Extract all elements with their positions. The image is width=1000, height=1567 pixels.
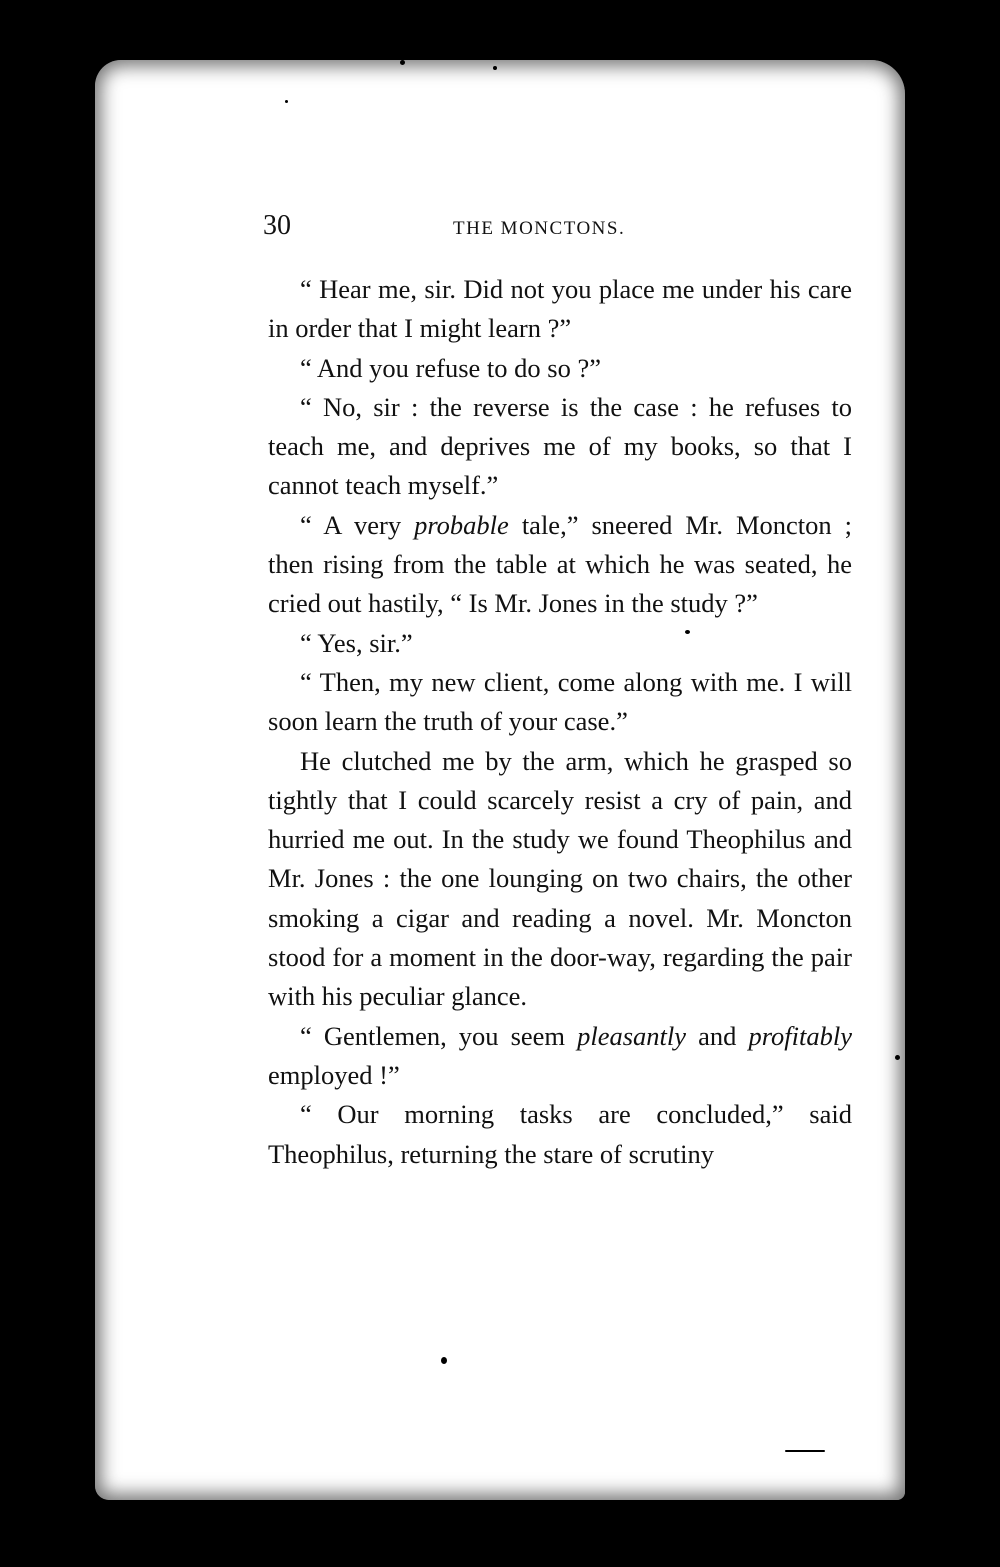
ink-speck — [285, 100, 288, 103]
paragraph — [268, 270, 852, 349]
page-number: 30 — [263, 210, 291, 241]
italic-text: probable — [414, 509, 509, 540]
text-run: and — [686, 1020, 749, 1051]
paragraph — [268, 1095, 852, 1174]
text-run: “ Gentlemen, you seem — [300, 1020, 578, 1051]
ink-speck — [895, 1055, 900, 1060]
paragraph — [268, 1017, 852, 1096]
text-run: “ Our morning tasks are concluded,” said Theophilus, returning the stare of scrutiny — [268, 1099, 852, 1169]
paragraph — [268, 663, 852, 742]
paragraph — [268, 349, 852, 388]
text-run: tale,” sneered Mr. Moncton ; then rising from the table at which he was seated, he cried out hastily, “ Is Mr. Jones in the study ?” — [268, 509, 853, 619]
page-header — [263, 210, 863, 250]
text-run: “ And you refuse to do so ?” — [300, 352, 601, 383]
paragraph — [268, 742, 852, 1017]
text-run: employed !” — [268, 1059, 400, 1090]
body-text — [268, 270, 852, 1174]
ink-speck — [441, 1357, 447, 1364]
text-run: “ A very — [300, 509, 415, 540]
text-run: “ Then, my new client, come along with me. I will soon learn the truth of your case.” — [268, 666, 852, 737]
text-run: “ No, sir : the reverse is the case : he refuses to teach me, and deprives me of my books, so that I cannot teach myself.” — [268, 391, 852, 501]
text-run: He clutched me by the arm, which he grasped so tightly that I could scarcely resist a cry of pain, and hurried me out. In the study we found Theophilus and Mr. Jones : the one lounging on two chairs, the other smoking a cigar and reading a novel. Mr. Moncton stood for a moment in the door-way, regarding the pair with his peculiar glance. — [268, 745, 852, 1012]
paragraph — [268, 388, 852, 506]
ink-speck — [785, 1450, 825, 1452]
ink-speck — [493, 66, 497, 70]
italic-text: pleasantly — [577, 1020, 687, 1051]
running-title: THE MONCTONS. — [453, 218, 626, 239]
text-run: “ Hear me, sir. Did not you place me under his care in order that I might learn ?” — [268, 274, 852, 344]
paragraph — [268, 624, 852, 663]
ink-speck — [400, 60, 405, 65]
italic-text: profitably — [748, 1020, 852, 1051]
paragraph — [268, 506, 852, 624]
text-run: “ Yes, sir.” — [300, 627, 413, 658]
